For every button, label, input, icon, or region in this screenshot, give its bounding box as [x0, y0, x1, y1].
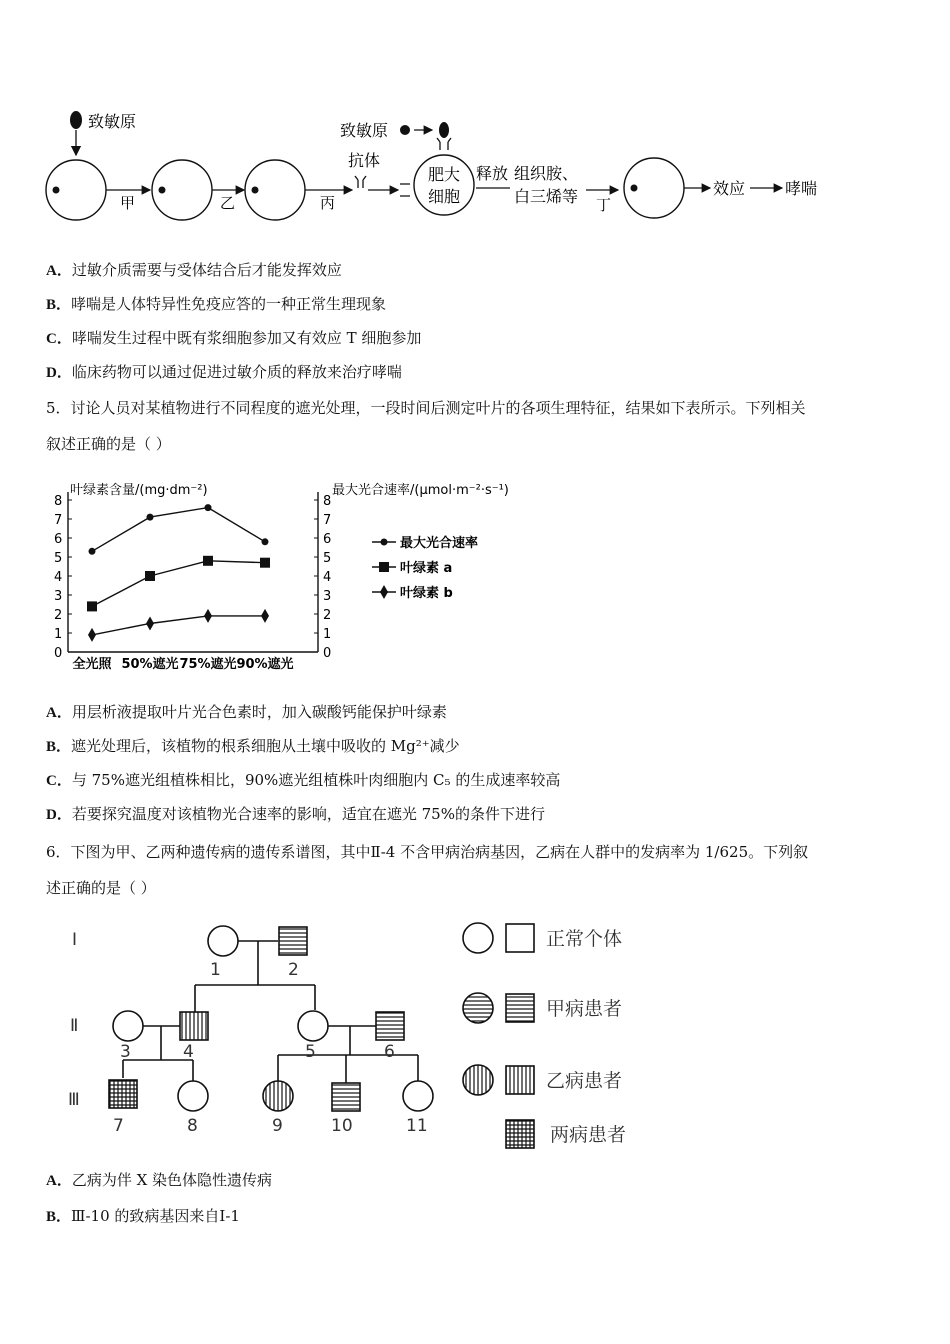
legend-b-female — [463, 1065, 493, 1095]
q5-stem-2: 叙述正确的是（ ） — [46, 435, 171, 453]
q6-option-a: A．乙病为伴 X 染色体隐性遗传病 — [46, 1171, 273, 1189]
legend-normal-female — [463, 923, 493, 953]
id-9: 9 — [272, 1116, 283, 1136]
id-7: 7 — [113, 1116, 124, 1136]
y-tick-label-right: 5 — [323, 551, 332, 566]
individual-I-2 — [279, 927, 307, 955]
y-tick-label-left: 3 — [54, 589, 63, 604]
y-tick-label-left: 1 — [54, 627, 63, 642]
series-line-1 — [92, 561, 265, 607]
allergen-right-label: 致敏原 — [340, 121, 389, 140]
id-5: 5 — [305, 1042, 316, 1062]
legend-label-2: 叶绿素 b — [400, 586, 453, 601]
legend-both-male — [506, 1120, 534, 1148]
legend-normal-male — [506, 924, 534, 952]
data-point-s0-2 — [205, 504, 212, 511]
y-tick-label-right: 0 — [323, 646, 332, 661]
q4-option-d: D．临床药物可以通过促进过敏介质的释放来治疗哮喘 — [46, 363, 402, 381]
q6-option-b: B．Ⅲ-10 的致病基因来自Ⅰ-1 — [46, 1207, 240, 1225]
individual-III-11 — [403, 1081, 433, 1111]
mediator-label-2: 白三烯等 — [514, 187, 579, 206]
y-tick-label-right: 8 — [323, 494, 332, 509]
data-point-s1-0 — [87, 601, 97, 611]
q6-stem-2: 述正确的是（ ） — [46, 879, 156, 897]
chart-ylabel-left: 叶绿素含量/(mg·dm⁻²) — [70, 483, 208, 498]
individual-II-5 — [298, 1011, 328, 1041]
mast-cell-label-2: 细胞 — [428, 187, 461, 206]
legend-marker-1 — [379, 562, 389, 572]
legend-b-label: 乙病患者 — [546, 1070, 623, 1092]
data-point-s0-0 — [89, 548, 96, 555]
x-tick-label: 50%遮光 — [121, 657, 179, 672]
legend-a-male — [506, 994, 534, 1022]
effect-label: 效应 — [713, 179, 746, 198]
y-tick-label-right: 2 — [323, 608, 332, 623]
mast-cell-label-1: 肥大 — [428, 165, 461, 184]
legend-label-0: 最大光合速率 — [400, 536, 479, 551]
individual-III-8 — [178, 1081, 208, 1111]
individual-I-1 — [208, 926, 238, 956]
id-6: 6 — [384, 1042, 395, 1062]
y-tick-label-left: 5 — [54, 551, 63, 566]
y-tick-label-right: 6 — [323, 532, 332, 547]
individual-III-7 — [109, 1080, 137, 1108]
y-tick-label-left: 8 — [54, 494, 63, 509]
y-tick-label-left: 0 — [54, 646, 63, 661]
gen-3-label: Ⅲ — [68, 1090, 80, 1110]
data-point-s2-0 — [88, 628, 96, 642]
id-3: 3 — [120, 1042, 131, 1062]
antibody-icon — [355, 176, 366, 188]
label-bing: 丙 — [320, 194, 336, 212]
mast-cell — [414, 155, 474, 215]
individual-III-10 — [332, 1083, 360, 1111]
y-tick-label-right: 3 — [323, 589, 332, 604]
label-yi: 乙 — [220, 194, 236, 212]
individual-II-6 — [376, 1012, 404, 1040]
allergen-label: 致敏原 — [88, 112, 137, 131]
gen-1-label: Ⅰ — [72, 930, 78, 950]
legend-label-1: 叶绿素 a — [400, 561, 453, 576]
q4-option-c: C．哮喘发生过程中既有浆细胞参加又有效应 T 细胞参加 — [46, 329, 422, 347]
x-tick-label: 75%遮光 — [179, 657, 237, 672]
legend-normal-label: 正常个体 — [546, 928, 623, 950]
data-point-s2-3 — [261, 609, 269, 623]
label-jia: 甲 — [120, 194, 136, 212]
series-line-0 — [92, 508, 265, 552]
q5-option-a: A．用层析液提取叶片光合色素时，加入碳酸钙能保护叶绿素 — [46, 703, 447, 721]
allergy-flow-diagram — [0, 100, 950, 240]
id-2: 2 — [288, 960, 299, 980]
id-11: 11 — [406, 1116, 428, 1136]
legend-b-male — [506, 1066, 534, 1094]
id-1: 1 — [210, 960, 221, 980]
legend-marker-2 — [380, 585, 388, 599]
q5-option-c: C．与 75%遮光组植株相比，90%遮光组植株叶肉细胞内 C₅ 的生成速率较高 — [46, 771, 561, 789]
asthma-label: 哮喘 — [785, 179, 818, 198]
y-tick-label-left: 7 — [54, 513, 63, 528]
legend-both-label: 两病患者 — [550, 1124, 627, 1146]
q5-stem-1: 5．讨论人员对某植物进行不同程度的遮光处理，一段时间后测定叶片的各项生理特征，结果如下表所示。下列相关 — [46, 399, 806, 417]
label-ding: 丁 — [596, 196, 612, 214]
data-point-s1-1 — [145, 571, 155, 581]
y-tick-label-left: 6 — [54, 532, 63, 547]
data-point-s2-2 — [204, 609, 212, 623]
individual-II-3 — [113, 1011, 143, 1041]
y-tick-label-right: 1 — [323, 627, 332, 642]
individual-III-9 — [263, 1081, 293, 1111]
individual-II-4 — [180, 1012, 208, 1040]
data-point-s2-1 — [146, 617, 154, 631]
y-tick-label-right: 7 — [323, 513, 332, 528]
data-point-s1-3 — [260, 558, 270, 568]
y-tick-label-left: 4 — [54, 570, 63, 585]
data-point-s1-2 — [203, 556, 213, 566]
pedigree-chart — [0, 915, 700, 1155]
gen-2-label: Ⅱ — [70, 1016, 79, 1036]
antibody-label: 抗体 — [348, 151, 381, 170]
y-tick-label-right: 4 — [323, 570, 332, 585]
series-line-2 — [92, 616, 265, 635]
q4-option-b: B．哮喘是人体特异性免疫应答的一种正常生理现象 — [46, 295, 387, 313]
q5-option-d: D．若要探究温度对该植物光合速率的影响，适宜在遮光 75%的条件下进行 — [46, 805, 545, 823]
data-point-s0-1 — [147, 514, 154, 521]
id-4: 4 — [183, 1042, 194, 1062]
allergen-particle — [70, 111, 82, 129]
legend-a-label: 甲病患者 — [546, 998, 623, 1020]
x-tick-label: 全光照 — [72, 657, 112, 672]
q5-option-b: B．遮光处理后，该植物的根系细胞从土壤中吸收的 Mg²⁺减少 — [46, 737, 460, 755]
release-label: 释放 — [476, 164, 509, 183]
y-tick-label-left: 2 — [54, 608, 63, 623]
chart-ylabel-right: 最大光合速率/(μmol·m⁻²·s⁻¹) — [332, 483, 509, 498]
shading-chart — [40, 476, 600, 676]
id-10: 10 — [331, 1116, 353, 1136]
x-tick-label: 90%遮光 — [236, 657, 294, 672]
legend-marker-0 — [381, 539, 388, 546]
q6-stem-1: 6．下图为甲、乙两种遗传病的遗传系谱图，其中Ⅱ-4 不含甲病治病基因，乙病在人群中的发病率为 1/625。下列叙 — [46, 843, 809, 861]
id-8: 8 — [187, 1116, 198, 1136]
legend-a-female — [463, 993, 493, 1023]
data-point-s0-3 — [262, 538, 269, 545]
mediator-label-1: 组织胺、 — [514, 164, 579, 183]
q4-option-a: A．过敏介质需要与受体结合后才能发挥效应 — [46, 261, 342, 279]
